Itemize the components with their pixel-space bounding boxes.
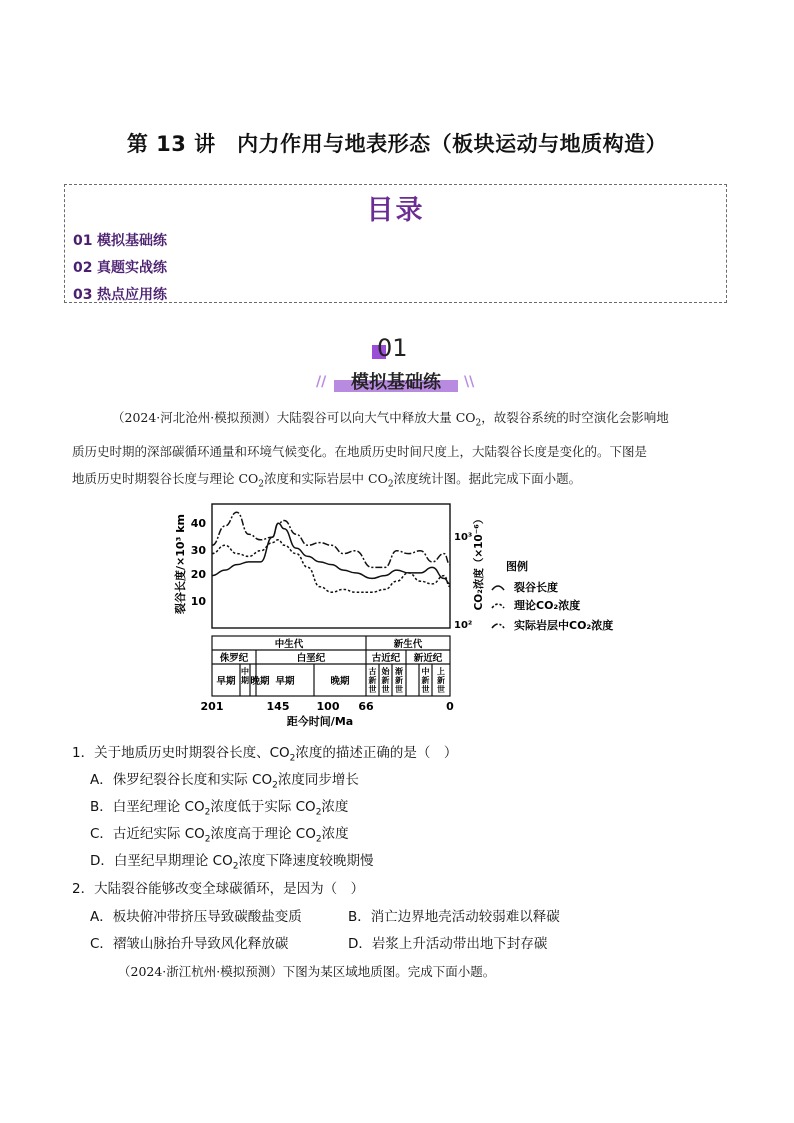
vertical-epoch-label: 中新世: [421, 667, 430, 694]
intro-text: 浓度和实际岩层中 CO: [264, 470, 388, 486]
era-label: 新生代: [393, 639, 423, 650]
option-text: 浓度: [321, 826, 349, 842]
question-1-option-c[interactable]: [90, 822, 349, 845]
intro-text: 浓度统计图。据此完成下面小题。: [393, 470, 582, 486]
period-label: 新近纪: [413, 653, 443, 664]
section-title: 模拟基础练: [351, 372, 441, 393]
legend-item: 实际岩层中CO₂浓度: [514, 619, 614, 632]
page-title: 第 13 讲 内力作用与地表形态（板块运动与地质构造）: [126, 132, 668, 156]
x-tick: 145: [266, 700, 290, 713]
y-left-label: 裂谷长度/×10³ km: [174, 514, 187, 614]
y-right-tick: 10³: [454, 532, 473, 543]
series-actual-co2: [212, 512, 450, 567]
y-left-tick: 20: [190, 568, 206, 581]
question-1-option-d[interactable]: [90, 849, 373, 872]
subscript: 2: [315, 807, 322, 818]
y-left-tick: 40: [190, 517, 206, 530]
decor-slash-left: //: [316, 374, 327, 390]
y-right-tick: 10²: [454, 620, 473, 631]
legend-swatch-rift: [492, 586, 504, 590]
legend-title: 图例: [506, 560, 528, 573]
option-text: 浓度下降速度较晚期慢: [238, 853, 374, 869]
toc-item-number: 02: [73, 260, 93, 276]
x-tick: 66: [358, 700, 374, 713]
question-2-option-a[interactable]: A．板块俯冲带挤压导致碳酸盐变质: [90, 909, 302, 925]
option-text: A．侏罗纪裂谷长度和实际 CO: [90, 772, 273, 788]
option-text: 浓度高于理论 CO: [210, 826, 316, 842]
series-rift-length: [212, 523, 450, 584]
option-text: B．白垩纪理论 CO: [90, 799, 205, 815]
stem-text: 浓度的描述正确的是（ ）: [295, 745, 458, 761]
intro-text: 地质历史时期裂谷长度与理论 CO: [72, 470, 259, 486]
question-1-stem: [72, 741, 457, 764]
question-2-option-b[interactable]: B．消亡边界地壳活动较弱难以释碳: [348, 909, 560, 925]
legend-item: 裂谷长度: [514, 581, 558, 594]
toc-item-label: 模拟基础练: [97, 233, 167, 249]
x-axis-label: 距今时间/Ma: [286, 715, 354, 728]
subscript: 2: [232, 861, 239, 872]
question-1-option-b[interactable]: [90, 795, 348, 818]
y-left-tick: 30: [190, 544, 206, 557]
x-tick: 100: [316, 700, 340, 713]
vertical-epoch-label: 古新世: [368, 667, 377, 694]
legend-item: 理论CO₂浓度: [514, 599, 581, 612]
period-label: 侏罗纪: [219, 653, 249, 664]
epoch-label: 早期: [275, 676, 295, 687]
question-2-option-c[interactable]: C．褶皱山脉抬升导致风化释放碳: [90, 936, 289, 952]
intro-text: ，故裂谷系统的时空演化会影响地: [481, 410, 669, 425]
subscript: 2: [387, 479, 394, 489]
next-question-source: （2024·浙江杭州·模拟预测）下图为某区域地质图。完成下面小题。: [118, 964, 496, 979]
rift-co2-figure: [170, 494, 640, 730]
toc-item-number: 03: [73, 287, 93, 303]
option-text: D．白垩纪早期理论 CO: [90, 853, 233, 869]
question-2-stem: 2．大陆裂谷能够改变全球碳循环，是因为（ ）: [72, 881, 365, 897]
stem-text: 1．关于地质历史时期裂谷长度、CO: [72, 745, 290, 761]
vertical-epoch-label: 渐新世: [395, 667, 403, 694]
option-text: 浓度同步增长: [277, 772, 359, 788]
toc-item-number: 01: [73, 233, 93, 249]
intro-text: （2024·河北沧州·模拟预测）大陆裂谷可以向大气中释放大量 CO: [112, 410, 476, 425]
epoch-label: 晚期: [330, 676, 350, 687]
option-text: 浓度: [321, 799, 349, 815]
question-2-option-d[interactable]: D．岩浆上升活动带出地下封存碳: [348, 936, 548, 952]
decor-slash-right: \\: [464, 374, 475, 390]
legend-swatch-actual: [492, 624, 504, 628]
section-number: 01: [377, 334, 408, 362]
subscript: 2: [204, 834, 211, 845]
subscript: 2: [258, 479, 265, 489]
toc-item-3[interactable]: [73, 284, 167, 304]
epoch-label: 早期: [216, 676, 236, 687]
x-tick: 0: [446, 700, 454, 713]
table-of-contents: [64, 184, 727, 303]
vertical-epoch-label: 中期: [241, 667, 249, 685]
x-tick: 201: [200, 700, 224, 713]
vertical-epoch-label: 上新世: [437, 667, 445, 694]
option-text: C．古近纪实际 CO: [90, 826, 205, 842]
era-label: 中生代: [274, 639, 304, 650]
y-left-tick: 10: [190, 595, 206, 608]
plot-frame: [212, 504, 450, 628]
toc-item-1[interactable]: [73, 230, 167, 250]
legend-swatch-theory: [492, 604, 504, 608]
toc-title: 目录: [366, 195, 425, 226]
epoch-label: 晚期: [250, 676, 270, 687]
option-text: 浓度低于实际 CO: [210, 799, 316, 815]
toc-item-2[interactable]: [73, 257, 167, 277]
subscript: 2: [315, 834, 322, 845]
series-layer: [212, 512, 450, 592]
toc-item-label: 真题实战练: [97, 260, 167, 276]
subscript: 2: [475, 418, 482, 429]
subscript: 2: [272, 780, 278, 791]
section-header: [316, 368, 476, 394]
series-theoretical-co2: [212, 540, 450, 592]
y-right-label: CO₂浓度（×10⁻⁶）: [473, 513, 485, 611]
subscript: 2: [204, 807, 211, 818]
subscript: 2: [289, 753, 296, 764]
period-label: 白垩纪: [296, 653, 326, 664]
toc-item-label: 热点应用练: [97, 287, 167, 303]
question-1-option-a[interactable]: [90, 768, 359, 791]
vertical-epoch-label: 始新世: [381, 667, 390, 694]
period-label: 古近纪: [371, 653, 401, 664]
intro-text: 质历史时期的深部碳循环通量和环境气候变化。在地质历史时间尺度上，大陆裂谷长度是变化的。下图是: [72, 443, 648, 459]
intro-paragraph: [72, 404, 722, 498]
